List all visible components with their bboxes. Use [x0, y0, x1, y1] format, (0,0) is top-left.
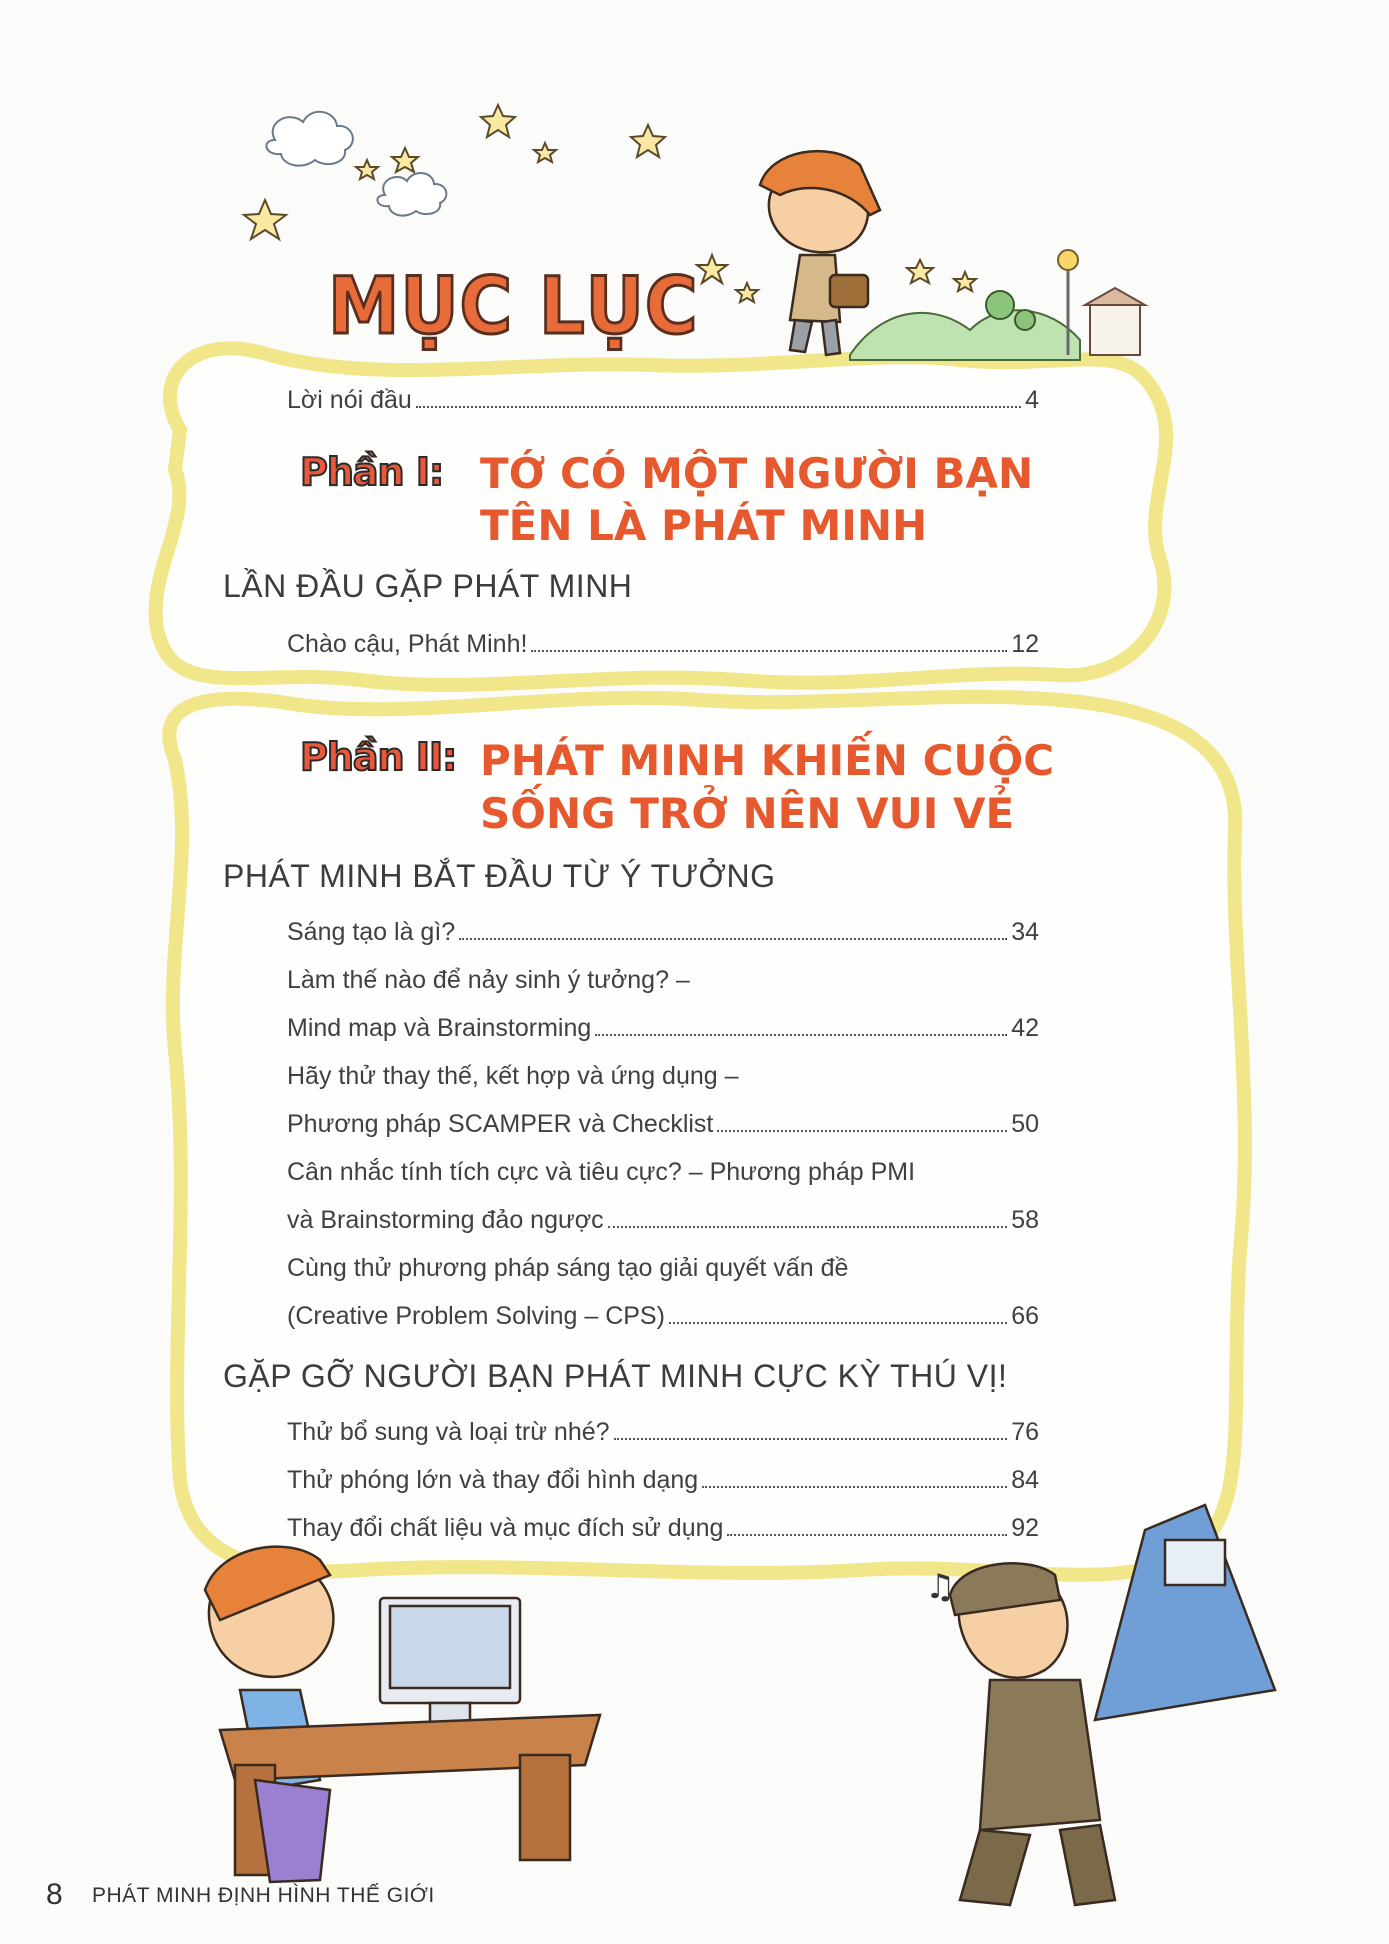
leader-dots — [459, 938, 1007, 940]
toc-entry — [287, 1302, 1039, 1331]
part1-chapter-heading: LẦN ĐẦU GẶP PHÁT MINH — [223, 568, 633, 604]
toc-entry-label: Thay đổi chất liệu và mục đích sử dụng — [287, 1514, 724, 1542]
svg-text:♫: ♫ — [925, 1567, 956, 1607]
footer-page-number: 8 — [46, 1878, 63, 1911]
toc-entry-label: Sáng tạo là gì? — [287, 918, 456, 946]
clouds-decoration — [266, 112, 446, 216]
toc-entry-page: 84 — [1011, 1466, 1039, 1494]
landscape-decoration — [850, 250, 1145, 360]
toc-entry-page: 42 — [1011, 1014, 1039, 1042]
toc-entry-preface — [287, 386, 1039, 415]
toc-entry — [287, 1514, 1039, 1543]
leader-dots — [717, 1130, 1007, 1132]
part2-chapter1-heading: PHÁT MINH BẮT ĐẦU TỪ Ý TƯỞNG — [223, 858, 776, 894]
leader-dots — [595, 1034, 1007, 1036]
part1-title-line1: TỚ CÓ MỘT NGƯỜI BẠN — [480, 449, 1034, 498]
toc-entry — [287, 918, 1039, 947]
part2-title-line2: SỐNG TRỞ NÊN VUI VẺ — [480, 789, 1015, 838]
part2-title-line1: PHÁT MINH KHIẾN CUỘC — [480, 736, 1055, 785]
footer-book-title: PHÁT MINH ĐỊNH HÌNH THẾ GIỚI — [92, 1884, 435, 1907]
part1-title-line2: TÊN LÀ PHÁT MINH — [480, 501, 928, 550]
toc-entry-first-line: Làm thế nào để nảy sinh ý tưởng? – — [287, 966, 690, 994]
leader-dots — [608, 1226, 1008, 1228]
toc-entry-first-line: Cùng thử phương pháp sáng tạo giải quyết vấn đề — [287, 1254, 849, 1282]
toc-entry-label: Mind map và Brainstorming — [287, 1014, 592, 1042]
toc-entry-label: Lời nói đầu — [287, 386, 412, 414]
toc-entry-page: 76 — [1011, 1418, 1039, 1446]
leader-dots — [531, 650, 1007, 652]
toc-entry-label: (Creative Problem Solving – CPS) — [287, 1302, 665, 1330]
leader-dots — [416, 406, 1021, 408]
leader-dots — [727, 1534, 1007, 1536]
toc-entry-page: 58 — [1011, 1206, 1039, 1234]
toc-entry — [287, 1110, 1039, 1139]
toc-entry-label: Thử bổ sung và loại trừ nhé? — [287, 1418, 610, 1446]
leader-dots — [669, 1322, 1007, 1324]
part2-badge: Phần II: — [300, 735, 457, 779]
toc-entry — [287, 1418, 1039, 1447]
toc-entry — [287, 630, 1039, 659]
toc-entry-first-line: Cân nhắc tính tích cực và tiêu cực? – Phương pháp PMI — [287, 1158, 916, 1186]
toc-entry — [287, 1014, 1039, 1043]
page-title: MỤC LỤC — [328, 262, 699, 352]
toc-entry-page: 12 — [1011, 630, 1039, 658]
leader-dots — [702, 1486, 1007, 1488]
toc-entry-label: Phương pháp SCAMPER và Checklist — [287, 1110, 714, 1138]
toc-entry-page: 92 — [1011, 1514, 1039, 1542]
toc-entry-label: Chào cậu, Phát Minh! — [287, 630, 528, 658]
boy-at-computer-illustration — [205, 1547, 600, 1882]
toc-entry-label: Thử phóng lớn và thay đổi hình dạng — [287, 1466, 699, 1494]
part1-badge: Phần I: — [300, 450, 444, 494]
toc-entry-page: 4 — [1025, 386, 1039, 414]
toc-entry-page: 66 — [1011, 1302, 1039, 1330]
toc-entry-page: 34 — [1011, 918, 1039, 946]
toc-entry — [287, 1206, 1039, 1235]
boy-character-top — [760, 151, 880, 355]
toc-entry-first-line: Hãy thử thay thế, kết hợp và ứng dụng – — [287, 1062, 739, 1090]
toc-entry — [287, 1466, 1039, 1495]
part2-chapter2-heading: GẶP GỠ NGƯỜI BẠN PHÁT MINH CỰC KỲ THÚ VỊ! — [223, 1358, 1008, 1394]
leader-dots — [614, 1438, 1008, 1440]
toc-entry-label: và Brainstorming đảo ngược — [287, 1206, 604, 1234]
toc-entry-page: 50 — [1011, 1110, 1039, 1138]
